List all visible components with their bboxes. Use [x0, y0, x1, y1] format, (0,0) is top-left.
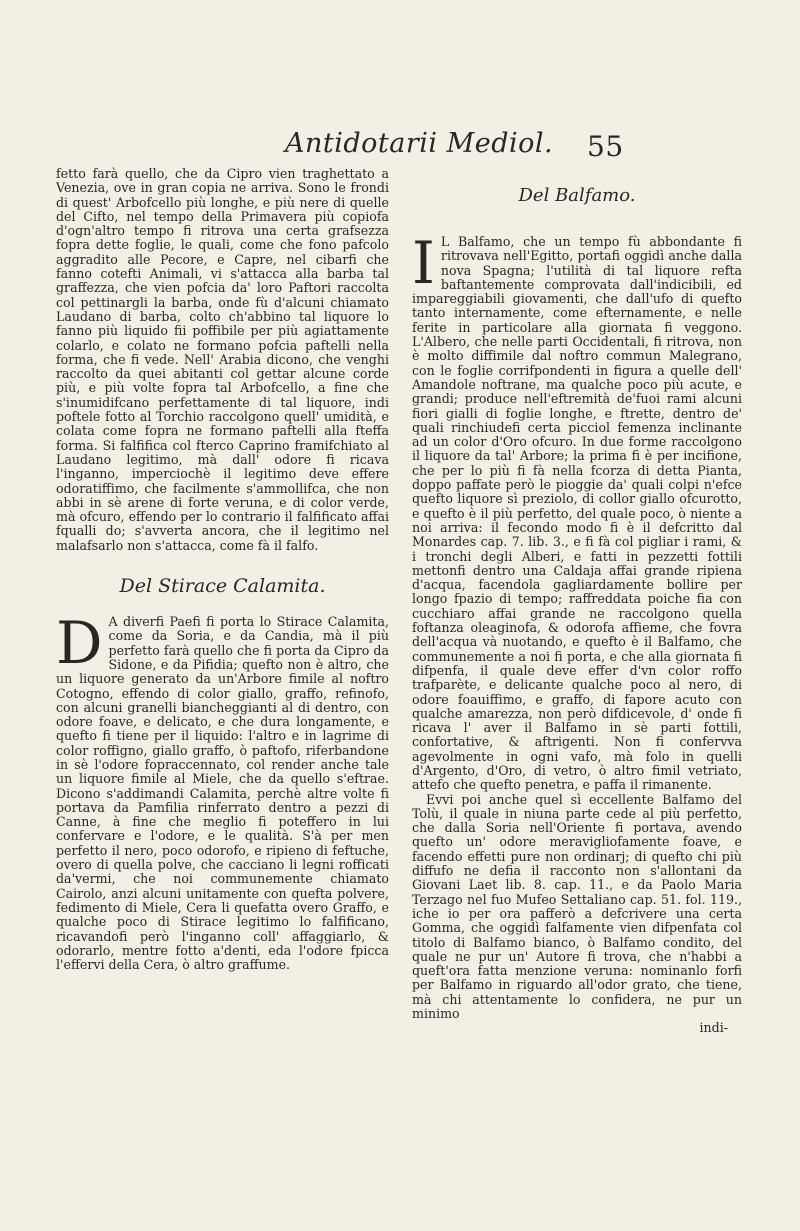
stirace-dropcap: D — [56, 609, 103, 678]
laudano-paragraph: fetto farà quello, che da Cipro vien traghettato a Venezia, ove in gran copia ne arriva. Sono le frondi di quest' Arbofcello più longhe, e più nere di quelle del Cifto, nel tempo della Primavera più copiofa d'ogn'altro tempo fi ritrova una certa grafsezza fopra dette foglie, le quali, come che fono pafcolo aggradito alle Pecore, e Capre, nel cibarfi che fanno cotefti Animali, vi s'attacca alla barba tal graffezza, che vien pofcia da' loro Paftori raccolta col pettinargli la barba, onde fù d'alcuni chiamato Laudano di barba, colto ch'abbino tal liquore lo fanno più liquido fii poffibile per più agiattamente colarlo, e colato ne formano pofcia paftelli nella forma, che fi vede. Nell' Arabia dicono, che venghi raccolto da quei abitanti col gettar alcune corde più, e più volte fopra tal Arbofcello, a fine che s'inumidifcano perfettamente di tal liquore, indi poftele fotto al Torchio raccolgono quell' umidità, e colata come fopra ne formano paftelli alla fteffa forma. Si falfifica col fterco Caprino framifchiato al Laudano legitimo, mà dall' odore fi ricava l'inganno, imperciochè il legitimo deve effere odoratiffimo, che facilmente s'ammollifca, che non abbi in sè arene di forte veruna, e di color verde, mà ofcuro, effendo per lo contrario il falfificato affai fqualli do; s'avverta ancora, che il legitimo nel malafsarlo non s'attacca, come fà il falfo. — [56, 166, 389, 553]
balsamo-section-title: Del Balfamo. — [518, 185, 636, 206]
left-column — [56, 167, 389, 972]
tolu-paragraph: Evvi poi anche quel sì eccellente Balfamo del Tolù, il quale in niuna parte cede al più perfetto, che dalla Soria nell'Oriente fi portava, avendo quefto un' odore meravigliofamente foave, e facendo effetti pure non ordinarj; di quefto chi più diffufo ne defia il racconto non s'allontani da Giovani Laet lib. 8. cap. 11., e da Paolo Maria Terzago nel fuo Mufeo Settaliano cap. 51. fol. 119., iche io per ora pafferò a defcrivere una certa Gomma, che oggidì falfamente vien difpenfata col titolo di Balfamo bianco, ò Balfamo condito, del quale ne pur un' Autore fi trova, che n'habbi a queft'ora fatta menzione veruna: nominanlo forfi per Balfamo in riguardo all'odor grato, che tiene, mà chi attentamente lo confidera, ne pur un minimo — [412, 791, 742, 1022]
stirace-paragraph — [56, 609, 389, 973]
running-head-title: Antidotarii Mediol. — [285, 128, 554, 159]
stirace-text: A diverfi Paefi fi porta lo Stirace Calamita, come da Soria, e da Candia, mà il più perfetto farà quello che fi porta da Cipro da Sidone, e da Pifidia; quefto non è altro, che un liquore generato da un'Arbore fimile al noftro Cotogno, effendo di color giallo, graffo, refinofo, con alcuni granelli biancheggianti al di dentro, con odore foave, e delicato, e che dura longamente, e quefto fi tiene per il liquido: l'altro e in lagrime di color roffigno, giallo graffo, ò paftofo, riferbandone in sè l'odore fopraccennato, col render anche tale un liquore fimile al Miele, che da quello s'eftrae. Dicono s'addimandi Calamita, perchè altre volte fi portava da Pamfilia rinferrato dentro a pezzi di Canne, à fine che meglio fi poteffero in lui confervare e l'odore, e le qualità. S'à per men perfetto il nero, poco odorofo, e ripieno di feftuche, overo di quella polve, che cacciano li legni rofficati da'vermi, che noi communemente chiamato Cairolo, anzi alcuni unitamente con quefta polvere, fedimento di Miele, Cera li quefatta overo Graffo, e qualche poco di Stirace legitimo lo falfificano, ricavandofi però l'inganno coll' affaggiarlo, & odorarlo, mentre fotto a'denti, eda l'odore fpicca l'effervi della Cera, ò altro graffume. — [56, 614, 389, 973]
balsamo-dropcap: I — [412, 229, 435, 297]
page-number: 55 — [587, 130, 624, 163]
catchword: indi- — [699, 1020, 728, 1036]
right-column — [412, 167, 742, 1036]
balsamo-text: L Balfamo, che un tempo fù abbondante fi ritrovava nell'Egitto, portafi oggidì anche dalla nova Spagna; l'utilità di tal liquore refta baftantemente comprovata dall'indicibili, ed impareggiabili giovamenti, che dall'ufo di quefto tanto internamente, come efternamente, e nelle ferite in particolare alla giornata fi veggono. L'Albero, che nelle parti Occidentali, fi ritrova, non è molto diffimile dal noftro commun Malegrano, con le foglie corrifpondenti in figura a quelle dell' Amandole noftrane, ma qualche poco più acute, e grandi; produce nell'eftremità de'fuoi rami alcuni fiori gialli di foglie longhe, e ftrette, dentro de' quali rinchiudefi certa picciol femenza inclinante ad un color d'Oro ofcuro. In due forme raccolgono il liquore da tal' Arbore; la prima fi è per incifione, che per lo più fi fà nella fcorza di detta Pianta, doppo paffate però le pioggie da' quali colpi n'efce quefto liquore sì preziolo, di collor giallo ofcurotto, e quefto è il più perfetto, del quale poco, ò niente a noi arriva: il fecondo modo fi è il defcritto dal Monardes cap. 7. lib. 3., e fi fà col pigliar i rami, & i tronchi degli Alberi, e fatti in pezzetti fottili mettonfi dentro una Caldaja affai grande ripiena d'acqua, facendola gagliardamente bollire per longo fpazio di tempo; raffreddata poiche fia con cucchiaro affai grande ne raccolgono quella foftanza oleaginofa, & odorofa affieme, che fovra dell'acqua và nuotando, e quefto è il Balfamo, che communemente a noi fi porta, e che alla giornata fi difpenfa, il quale deve effer d'vn color roffo trafparète, e delicante qualche poco al nero, di odore foauiffimo, e graffo, di fapore acuto con qualche amarezza, non però difdicevole, d' onde fi ricava l' aver il Balfamo in sè parti fottili, confortative, & aftrigenti. Non fi confervva agevolmente in ogni vafo, mà folo in quelli d'Argento, d'Oro, di vetro, ò altro fimil vetriato, attefo che quefto penetra, e paffa il rimanente. — [412, 234, 742, 793]
stirace-section-title: Del Stirace Calamita. — [119, 575, 326, 598]
balsamo-paragraph — [412, 229, 742, 793]
running-head — [285, 128, 624, 163]
